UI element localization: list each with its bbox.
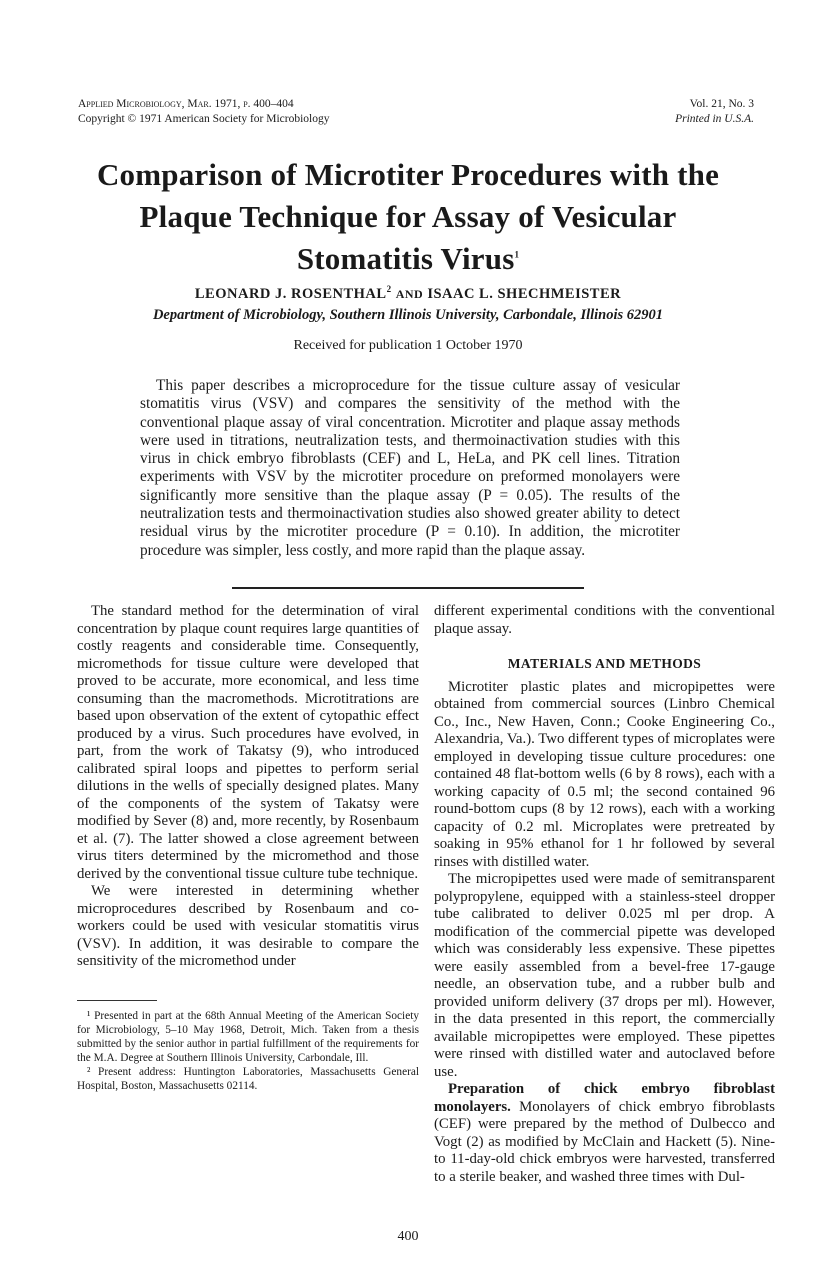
- printed-in: Printed in U.S.A.: [675, 113, 754, 125]
- section-heading: MATERIALS AND METHODS: [507, 656, 702, 671]
- author-1-footnote-mark: 2: [386, 284, 392, 295]
- title-line-3: Stomatitis Virus$^1$: [296, 241, 520, 276]
- author-conjunction: AND: [395, 287, 424, 301]
- received-date: Received for publication 1 October 1970: [293, 338, 523, 353]
- journal-header: [78, 97, 329, 127]
- title-footnote-mark: 1: [514, 249, 520, 260]
- journal-citation: Applied Microbiology, Mar. 1971, p. 400–404: [78, 98, 294, 110]
- footnote-1: ¹ Presented in part at the 68th Annual Meeting of the American Society for Microbiology, 5–10 May 1968, Detroit, Mich. Taken from a thesis submitted by the senior author in partial fulfillment of the requirements for the M.A. Degree at Southern Illinois University, Carbondale, Ill.: [77, 1010, 419, 1064]
- methods-paragraph-3-text: Monolayers of chick embryo fibroblasts (CEF) were prepared by the method of Dulbecco and Vogt (2) as modified by McClain and Hackett (5). Nine- to 11-day-old chick embryos were harvested, transferred to a sterile beaker, and washed three times with Dul-: [434, 1098, 775, 1185]
- footnote-2: ² Present address: Huntington Laboratories, Massachusetts General Hospital, Boston, Massachusetts 02114.: [77, 1066, 419, 1092]
- abstract: This paper describes a microprocedure for the tissue culture assay of vesicular stomatitis virus (VSV) and compares the sensitivity of the method with the conventional plaque assay of viral concentration. Microtiter and plaque assay methods were used in titrations, neutralization tests, and thermoinactivation studies with this virus in chick embryo fibroblasts (CEF) and L, HeLa, and PK cell lines. Titration experiments with VSV by the microtiter procedure on preformed monolayers were significantly more sensitive than the plaque assay (P = 0.05). The results of the neutralization tests and thermoinactivation studies also showed greater ability to detect residual virus by the microtiter procedure (P = 0.10). In addition, the microtiter procedure was simpler, less costly, and more rapid than the plaque assay.: [140, 377, 680, 559]
- paper-title: [60, 154, 756, 280]
- methods-paragraph-3: [434, 1081, 775, 1186]
- author-list: [60, 286, 756, 303]
- copyright-line: Copyright © 1971 American Society for Microbiology: [78, 113, 330, 125]
- author-2: ISAAC L. SHECHMEISTER: [427, 286, 622, 302]
- title-line-2: Plaque Technique for Assay of Vesicular: [139, 199, 677, 234]
- author-1: LEONARD J. ROSENTHAL: [194, 286, 387, 302]
- footnotes: [77, 1009, 419, 1093]
- left-column: [77, 603, 419, 971]
- affiliation: Department of Microbiology, Southern Illinois University, Carbondale, Illinois 62901: [152, 307, 664, 323]
- page-number: 400: [397, 1229, 419, 1244]
- volume-header: [675, 97, 754, 127]
- title-line-1: Comparison of Microtiter Procedures with the: [96, 157, 720, 192]
- intro-paragraph-1: The standard method for the determination of viral concentration by plaque count requires large quantities of costly reagents and considerable time. Consequently, micromethods for tissue culture were developed that proved to be accurate, more economical, and less time consuming than the macromethods. Microtitrations are based upon observation of the extent of cytopathic effect produced by a virus. Such procedures have evolved, in part, from the work of Takatsy (9), who introduced calibrated spiral loops and pipettes to perform serial dilutions in the wells of specially designed plates. Many of the components of the system of Takatsy were modified by Sever (8) and, more recently, by Rosenbaum et al. (7). The latter showed a close agreement between virus titers determined by the micromethod and those derived by the conventional tissue culture tube technique.: [77, 603, 419, 882]
- methods-paragraph-1: Microtiter plastic plates and micropipettes were obtained from commercial sources (Linbro Chemical Co., Inc., New Haven, Conn.; Cooke Engineering Co., Alexandria, Va.). Two different types of microplates were employed in developing tissue culture procedures: one contained 48 flat-bottom wells (6 by 8 rows), each with a working capacity of 0.5 ml; the second contained 96 round-bottom cups (8 by 12 rows), each with a working capacity of 0.2 ml. Microplates were pretreated by soaking in 95% ethanol for 1 hr followed by several rinses with distilled water.: [434, 678, 775, 870]
- abstract-divider: [232, 587, 584, 589]
- intro-paragraph-2: We were interested in determining whether microprocedures described by Rosenbaum and co-workers could be used with vesicular stomatitis virus (VSV). In addition, it was desirable to compare the sensitivity of the micromethod under: [77, 883, 419, 969]
- footnote-divider: [77, 1000, 157, 1001]
- volume-number: Vol. 21, No. 3: [689, 98, 754, 110]
- methods-paragraph-2: The micropipettes used were made of semitransparent polypropylene, equipped with a stainless-steel dropper tube calibrated to deliver 0.025 ml per drop. A modification of the commercial pipette was developed which was considerably less expensive. These pipettes were easily assembled from a bevel-free 17-gauge needle, an observation tube, and a rubber bulb and provided uniform delivery (37 drops per ml). However, in the data presented in this report, the commercially available micropipettes were employed. These pipettes were rinsed with distilled water and autoclaved before use.: [434, 871, 775, 1080]
- right-column: [434, 603, 775, 1186]
- intro-continuation: different experimental conditions with the conventional plaque assay.: [434, 603, 775, 637]
- subsection-heading: Preparation of chick embryo fibroblast monolayers.: [434, 1081, 775, 1115]
